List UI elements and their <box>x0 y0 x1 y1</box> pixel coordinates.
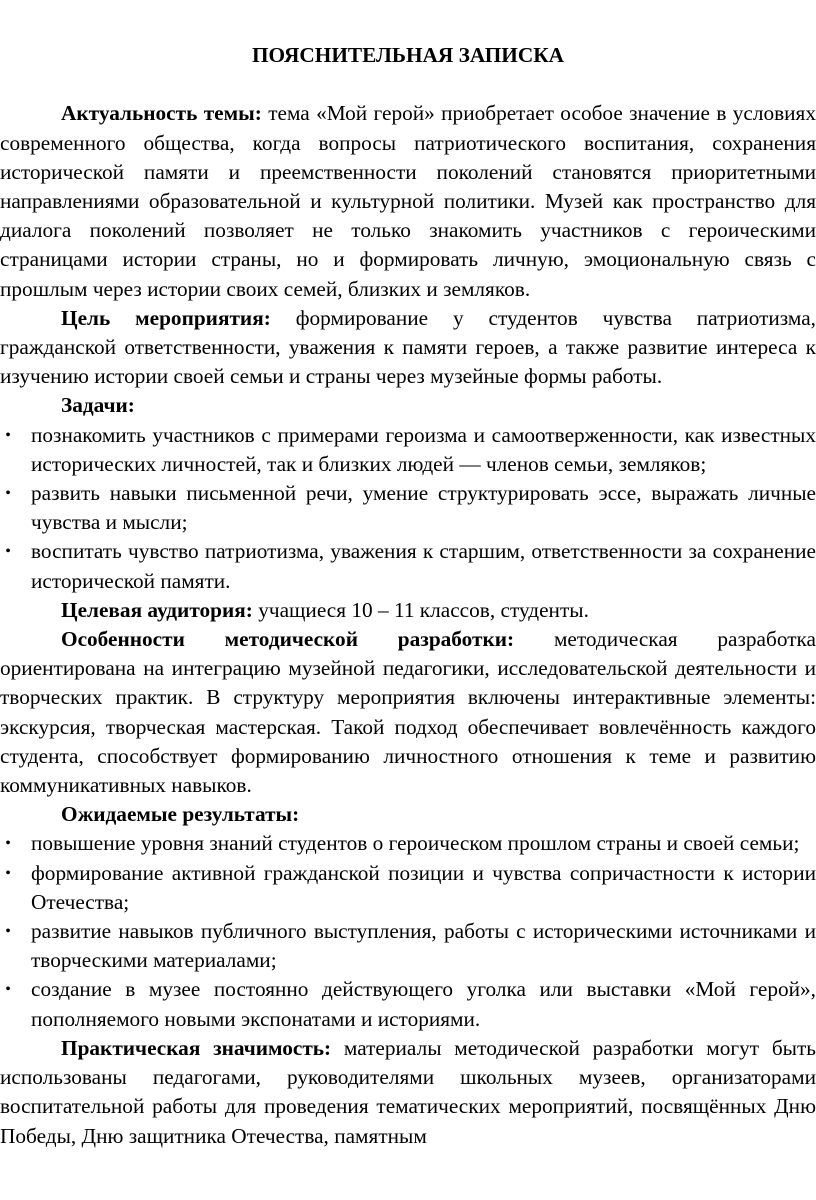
audience-text: учащиеся 10 – 11 классов, студенты. <box>252 597 589 622</box>
significance-text: материалы методической разработки могут быть использованы педагогами, руководителями школьных музеев, организаторами воспитательной работы для проведения тематических мероприятий, посвящённых Дню Победы, Дню защитника Отечества, памятным <box>0 1035 816 1148</box>
document-body <box>0 41 816 1151</box>
relevance-label: Актуальность темы: <box>61 101 262 126</box>
features-paragraph <box>0 625 816 800</box>
list-item-text: познакомить участников с примерами героизма и самоотверженности, как известных исторических личностей, так и близких людей — членов семьи, земляков; <box>31 422 816 476</box>
document-title: ПОЯСНИТЕЛЬНАЯ ЗАПИСКА <box>251 43 565 67</box>
results-heading: Ожидаемые результаты: <box>61 802 300 827</box>
list-item <box>0 479 816 537</box>
audience-paragraph <box>0 596 816 625</box>
list-item <box>0 975 816 1033</box>
features-label: Особенности методической разработки: <box>61 627 515 652</box>
features-text: методическая разработка ориентирована на интеграцию музейной педагогики, исследовательской деятельности и творческих практик. В структуру мероприятия включены интерактивные элементы: экскурсия, творческая мастерская. Такой подход обеспечивает вовлечённость каждого студента, способствует формированию личностного отношения к теме и развитию коммуникативных навыков. <box>0 627 816 798</box>
list-item <box>0 917 816 975</box>
goal-text: формирование у студентов чувства патриотизма, гражданской ответственности, уважения к памяти героев, а также развитие интереса к изучению истории своей семьи и страны через музейные формы работы. <box>0 305 816 389</box>
bullet-icon: • <box>5 426 11 444</box>
spacer <box>0 70 816 99</box>
list-item-text: развитие навыков публичного выступления, работы с историческими источниками и творческими материалами; <box>31 919 816 973</box>
list-item-text: повышение уровня знаний студентов о героическом прошлом страны и своей семьи; <box>31 831 800 856</box>
list-item <box>0 421 816 479</box>
audience-label: Целевая аудитория: <box>61 597 253 622</box>
list-item <box>0 859 816 917</box>
bullet-icon: • <box>5 835 11 853</box>
list-item <box>0 829 816 858</box>
results-list <box>0 829 816 1033</box>
relevance-text: тема «Мой герой» приобретает особое значение в условиях современного общества, когда вопросы патриотического воспитания, сохранения исторической памяти и преемственности поколений становятся приоритетными направлениями образовательной и культурной политики. Музей как пространство для диалога поколений позволяет не только знакомить участников с героическими страницами истории страны, но и формировать личную, эмоциональную связь с прошлым через истории своих семей, близких и земляков. <box>0 101 816 301</box>
tasks-list <box>0 421 816 596</box>
goal-label: Цель мероприятия: <box>61 305 271 330</box>
list-item-text: формирование активной гражданской позиции и чувства сопричастности к истории Отечества; <box>31 860 816 914</box>
bullet-icon: • <box>5 923 11 941</box>
list-item-text: воспитать чувство патриотизма, уважения к старшим, ответственности за сохранение исторической памяти. <box>31 539 816 593</box>
list-item <box>0 537 816 595</box>
bullet-icon: • <box>5 543 11 561</box>
significance-paragraph <box>0 1034 816 1151</box>
bullet-icon: • <box>5 981 11 999</box>
tasks-heading: Задачи: <box>61 393 135 418</box>
significance-label: Практическая значимость: <box>61 1035 332 1060</box>
list-item-text: создание в музее постоянно действующего уголка или выставки «Мой герой», пополняемого новыми экспонатами и историями. <box>31 977 816 1031</box>
list-item-text: развить навыки письменной речи, умение структурировать эссе, выражать личные чувства и мысли; <box>31 481 816 535</box>
goal-paragraph <box>0 304 816 392</box>
bullet-icon: • <box>5 485 11 503</box>
relevance-paragraph <box>0 99 816 303</box>
bullet-icon: • <box>5 864 11 882</box>
